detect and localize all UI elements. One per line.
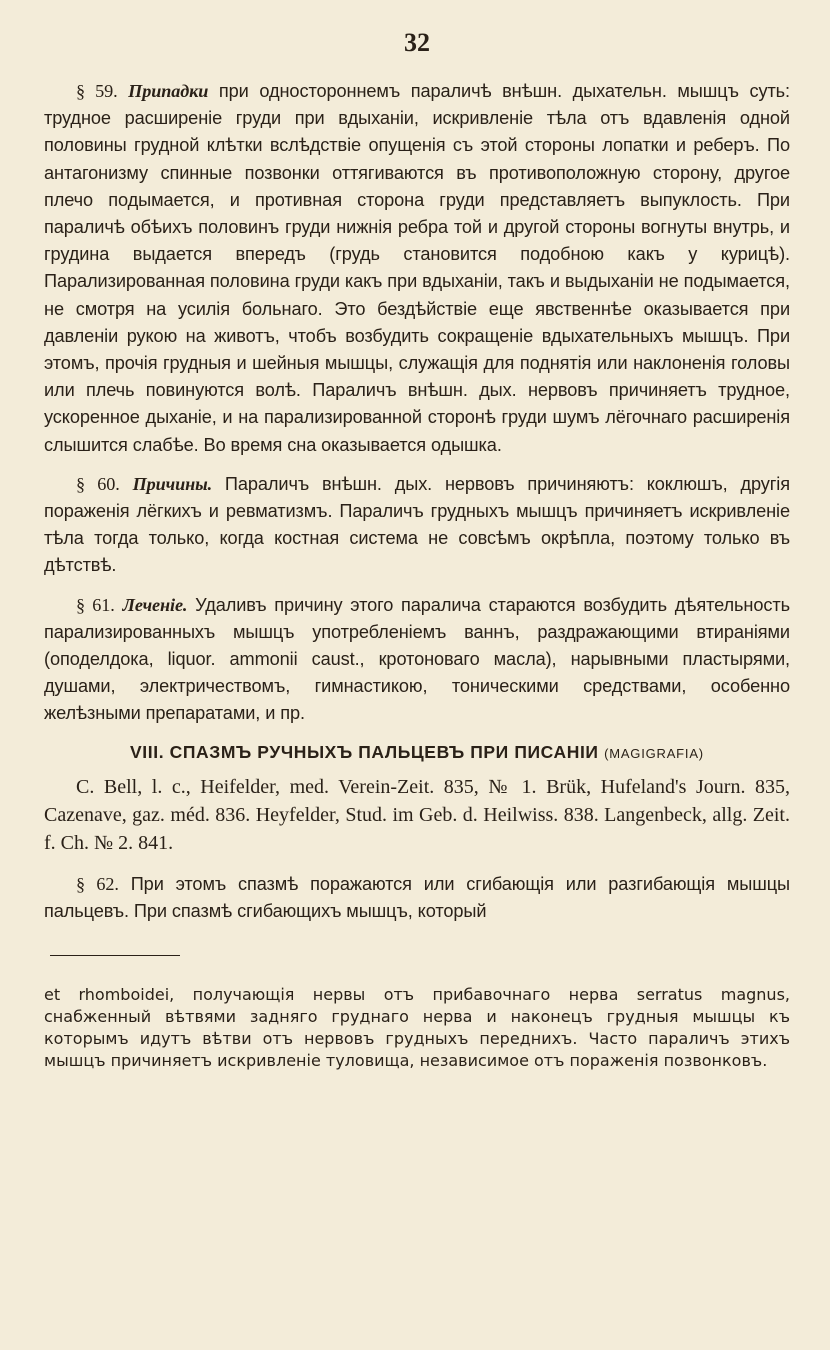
section-number: § 61. <box>76 594 115 615</box>
references: C. Bell, l. c., Heifelder, med. Verein-Zeit. 835, № 1. Brük, Hufeland's Journ. 835, Cazenave, gaz. méd. 836. Heyfelder, Stud. im Geb. d. Heilwiss. 838. Langenbeck, allg. Zeit. f. Ch. № 2. 841. <box>44 775 790 854</box>
paragraph-text: При этомъ спазмѣ поражаются или сгибающія или разгибающія мышцы пальцевъ. При спазмѣ сгибающихъ мышцъ, который <box>44 873 790 921</box>
paragraph-heading: Причины. <box>132 473 213 494</box>
paragraph-text: при одностороннемъ параличѣ внѣшн. дыхательн. мышцъ суть: трудное расширеніе груди при вдыханіи, искривленіе тѣла отъ вдавленія одной половины грудной клѣтки вслѣдствіе опущенія съ этой стороны лопатки и реберъ. По антагонизму спинные позвонки оттягиваются въ противоположную сторону, другое плечо подымается, и противная сторона груди представляетъ выпуклость. При параличѣ обѣихъ половинъ груди нижнія ребра той и другой стороны вогнуты внутрь, и грудина выдается впередъ (грудь становится подобною какъ у курицѣ). Парализированная половина груди какъ при вдыханіи, такъ и выдыханіи не подымается, не смотря на усилія больнаго. Это бездѣйствіе еще явственнѣе оказывается при давленіи рукою на животъ, чтобъ возбудить сокращеніе вдыхательныхъ мышцъ. При этомъ, прочія грудныя и шейныя мышцы, служащія для поднятія или наклоненія головы или плечь повинуются волѣ. Параличъ внѣшн. дых. нервовъ причиняетъ трудное, ускоренное дыханіе, и на парализированной сторонѣ груди шумъ лёгочнаго расширенія слышится слабѣе. Во время сна оказывается одышка. <box>44 81 791 455</box>
section-title-latin: (MAGIGRAFIA) <box>604 745 704 761</box>
paragraph-heading: Леченіе. <box>122 594 188 615</box>
paragraph-text: Удаливъ причину этого паралича стараются возбудить дѣятельность парализированныхъ мышцъ употребленіемъ ваннъ, раздражающими втираніями (оподелдока, liquor. ammonii caust., кротоноваго масла), нарывными пластырями, душами, электричествомъ, гимнастикою, тоническими средствами, особенно желѣзными препаратами, и пр. <box>44 594 790 724</box>
section-title-text: VIII. СПАЗМЪ РУЧНЫХЪ ПАЛЬЦЕВЪ ПРИ ПИСАНІИ <box>130 741 599 762</box>
page-number: 32 <box>404 28 430 57</box>
section-number: § 59. <box>76 81 118 101</box>
footnote: et rhomboidei, получающія нервы отъ прибавочнаго нерва serratus magnus, снабженный вѣтвями задняго груднаго нерва и наконецъ грудныя мышцы къ которымъ идутъ вѣтви отъ нервовъ грудныхъ переднихъ. Часто параличъ этихъ мышцъ причиняетъ искривленіе туловища, независимое отъ пораженія позвонковъ. <box>44 985 790 1071</box>
paragraph-62 <box>44 871 790 925</box>
paragraph-59 <box>44 78 790 459</box>
section-title <box>44 742 790 763</box>
paragraph-heading: Припадки <box>128 81 209 101</box>
section-number: § 62. <box>76 873 119 894</box>
section-number: § 60. <box>76 473 120 494</box>
paragraph-text: Параличъ внѣшн. дых. нервовъ причиняютъ: коклюшъ, другія пораженія лёгкихъ и ревматизмъ. Параличъ грудныхъ мышцъ причиняетъ искривленіе тѣла тогда только, когда костная система не совсѣмъ окрѣпла, поэтому только въ дѣтствѣ. <box>44 473 790 576</box>
paragraph-61 <box>44 592 790 728</box>
footnote-divider <box>50 955 180 956</box>
paragraph-60 <box>44 471 790 580</box>
